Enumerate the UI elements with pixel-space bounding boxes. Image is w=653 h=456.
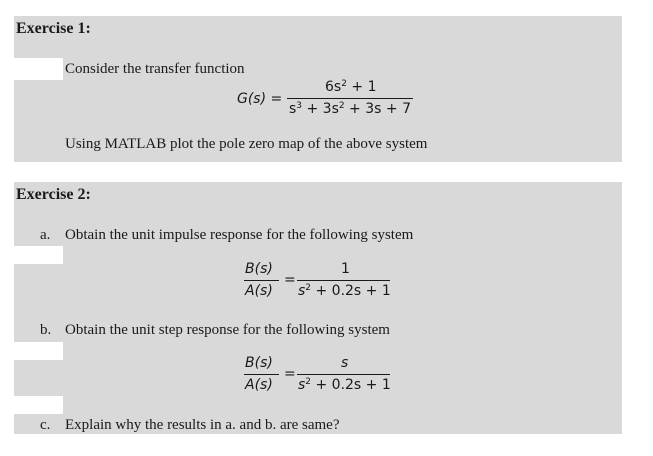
eq-b-equals: = [284, 366, 296, 382]
exercise2-gap-b [14, 342, 63, 360]
eq-b-lhs-fraction-bar [244, 374, 279, 375]
eq-a-lhs-fraction-bar [244, 280, 279, 281]
exercise2-background [14, 182, 622, 434]
exercise1-heading: Exercise 1: [16, 20, 91, 37]
eq-b-rhs-fraction-bar [297, 374, 390, 375]
item-c-marker: c. [40, 417, 51, 433]
item-b-text: Obtain the unit step response for the following system [65, 322, 390, 338]
item-b-marker: b. [40, 322, 52, 338]
eq-a-rhs-fraction-bar [297, 280, 390, 281]
exercise1-intro: Consider the transfer function [65, 61, 245, 77]
eq-a-lhs-numerator: B(s) [245, 261, 273, 277]
transfer-function-numerator: $6s^2 + 1$ [325, 79, 377, 95]
item-c-text: Explain why the results in a. and b. are same? [65, 417, 340, 433]
eq-a-equals: = [284, 272, 296, 288]
eq-b-lhs-denominator: A(s) [245, 377, 273, 393]
item-a-marker: a. [40, 227, 51, 243]
eq-b-lhs-numerator: B(s) [245, 355, 273, 371]
exercise2-heading: Exercise 2: [16, 186, 91, 203]
eq-a-rhs-denominator: $s^2 + 0.2s + 1$ [298, 283, 391, 299]
exercise1-task: Using MATLAB plot the pole zero map of the above system [65, 136, 428, 152]
transfer-function-label: G(s) = [237, 91, 283, 107]
eq-a-lhs-denominator: A(s) [245, 283, 273, 299]
transfer-function-fraction-bar [287, 98, 413, 99]
eq-b-rhs-numerator: s [341, 355, 349, 371]
eq-a-rhs-numerator: 1 [341, 261, 350, 277]
exercise2-gap-a [14, 246, 63, 264]
exercise2-gap-c [14, 396, 63, 414]
transfer-function-denominator: $s^3 + 3s^2 + 3s + 7$ [289, 101, 411, 117]
item-a-text: Obtain the unit impulse response for the following system [65, 227, 414, 243]
exercise1-text-gap [14, 58, 63, 80]
eq-b-rhs-denominator: $s^2 + 0.2s + 1$ [298, 377, 391, 393]
